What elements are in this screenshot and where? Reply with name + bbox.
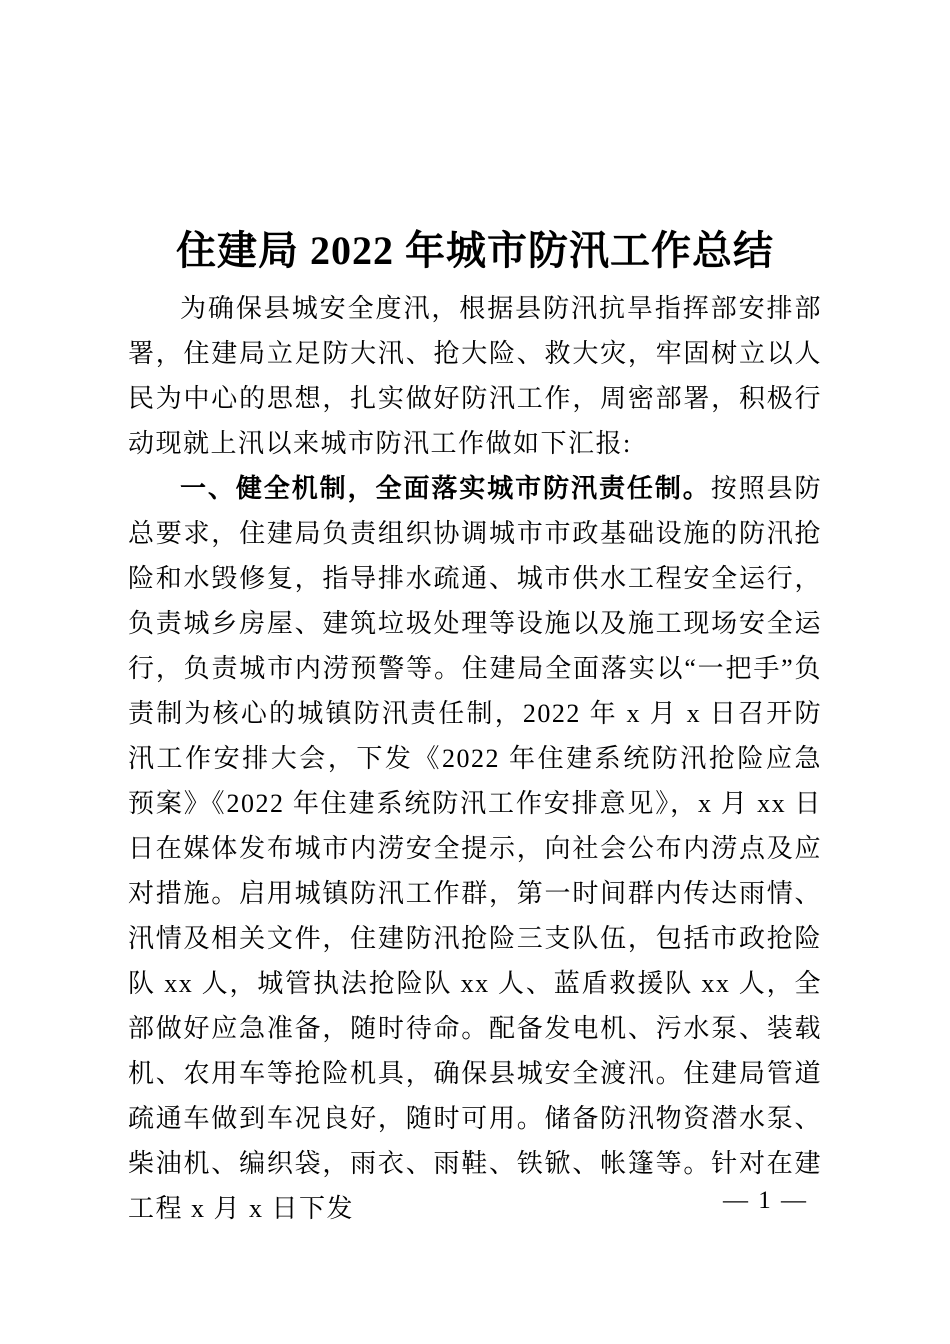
paragraph-intro: [128, 286, 822, 466]
document-title: 住建局 2022 年城市防汛工作总结: [176, 228, 774, 273]
paragraph-section-1: [128, 466, 822, 1231]
paragraph-section-1-text: 按照县防总要求，住建局负责组织协调城市市政基础设施的防汛抢险和水毁修复，指导排水疏通、城市供水工程安全运行，负责城乡房屋、建筑垃圾处理等设施以及施工现场安全运行，负责城市内涝预警等。住建局全面落实以“一把手”负责制为核心的城镇防汛责任制，2022 年 x 月 x 日召开防汛工作安排大会，下发《2022 年住建系统防汛抢险应急预案》《2022 年住建系统防汛工作安排意见》，x 月 xx 日日在媒体发布城市内涝安全提示，向社会公布内涝点及应对措施。启用城镇防汛工作群，第一时间群内传达雨情、汛情及相关文件，住建防汛抢险三支队伍，包括市政抢险队 xx 人，城管执法抢险队 xx 人、蓝盾救援队 xx 人，全部做好应急准备，随时待命。配备发电机、污水泵、装载机、农用车等抢险机具，确保县城安全渡汛。住建局管道疏通车做到车况良好，随时可用。储备防汛物资潜水泵、柴油机、编织袋，雨衣、雨鞋、铁锨、帐篷等。针对在建工程 x 月 x 日下发: [128, 474, 822, 1223]
document-content: [128, 226, 822, 1231]
paragraph-intro-text: 为确保县城安全度汛，根据县防汛抗旱指挥部安排部署，住建局立足防大汛、抢大险、救大灾，牢固树立以人民为中心的思想，扎实做好防汛工作，周密部署，积极行动现就上汛以来城市防汛工作做如下汇报:: [128, 294, 822, 458]
paragraph-section-1-heading: 一、健全机制，全面落实城市防汛责任制。: [180, 473, 711, 503]
page-number: — 1 —: [723, 1187, 808, 1214]
